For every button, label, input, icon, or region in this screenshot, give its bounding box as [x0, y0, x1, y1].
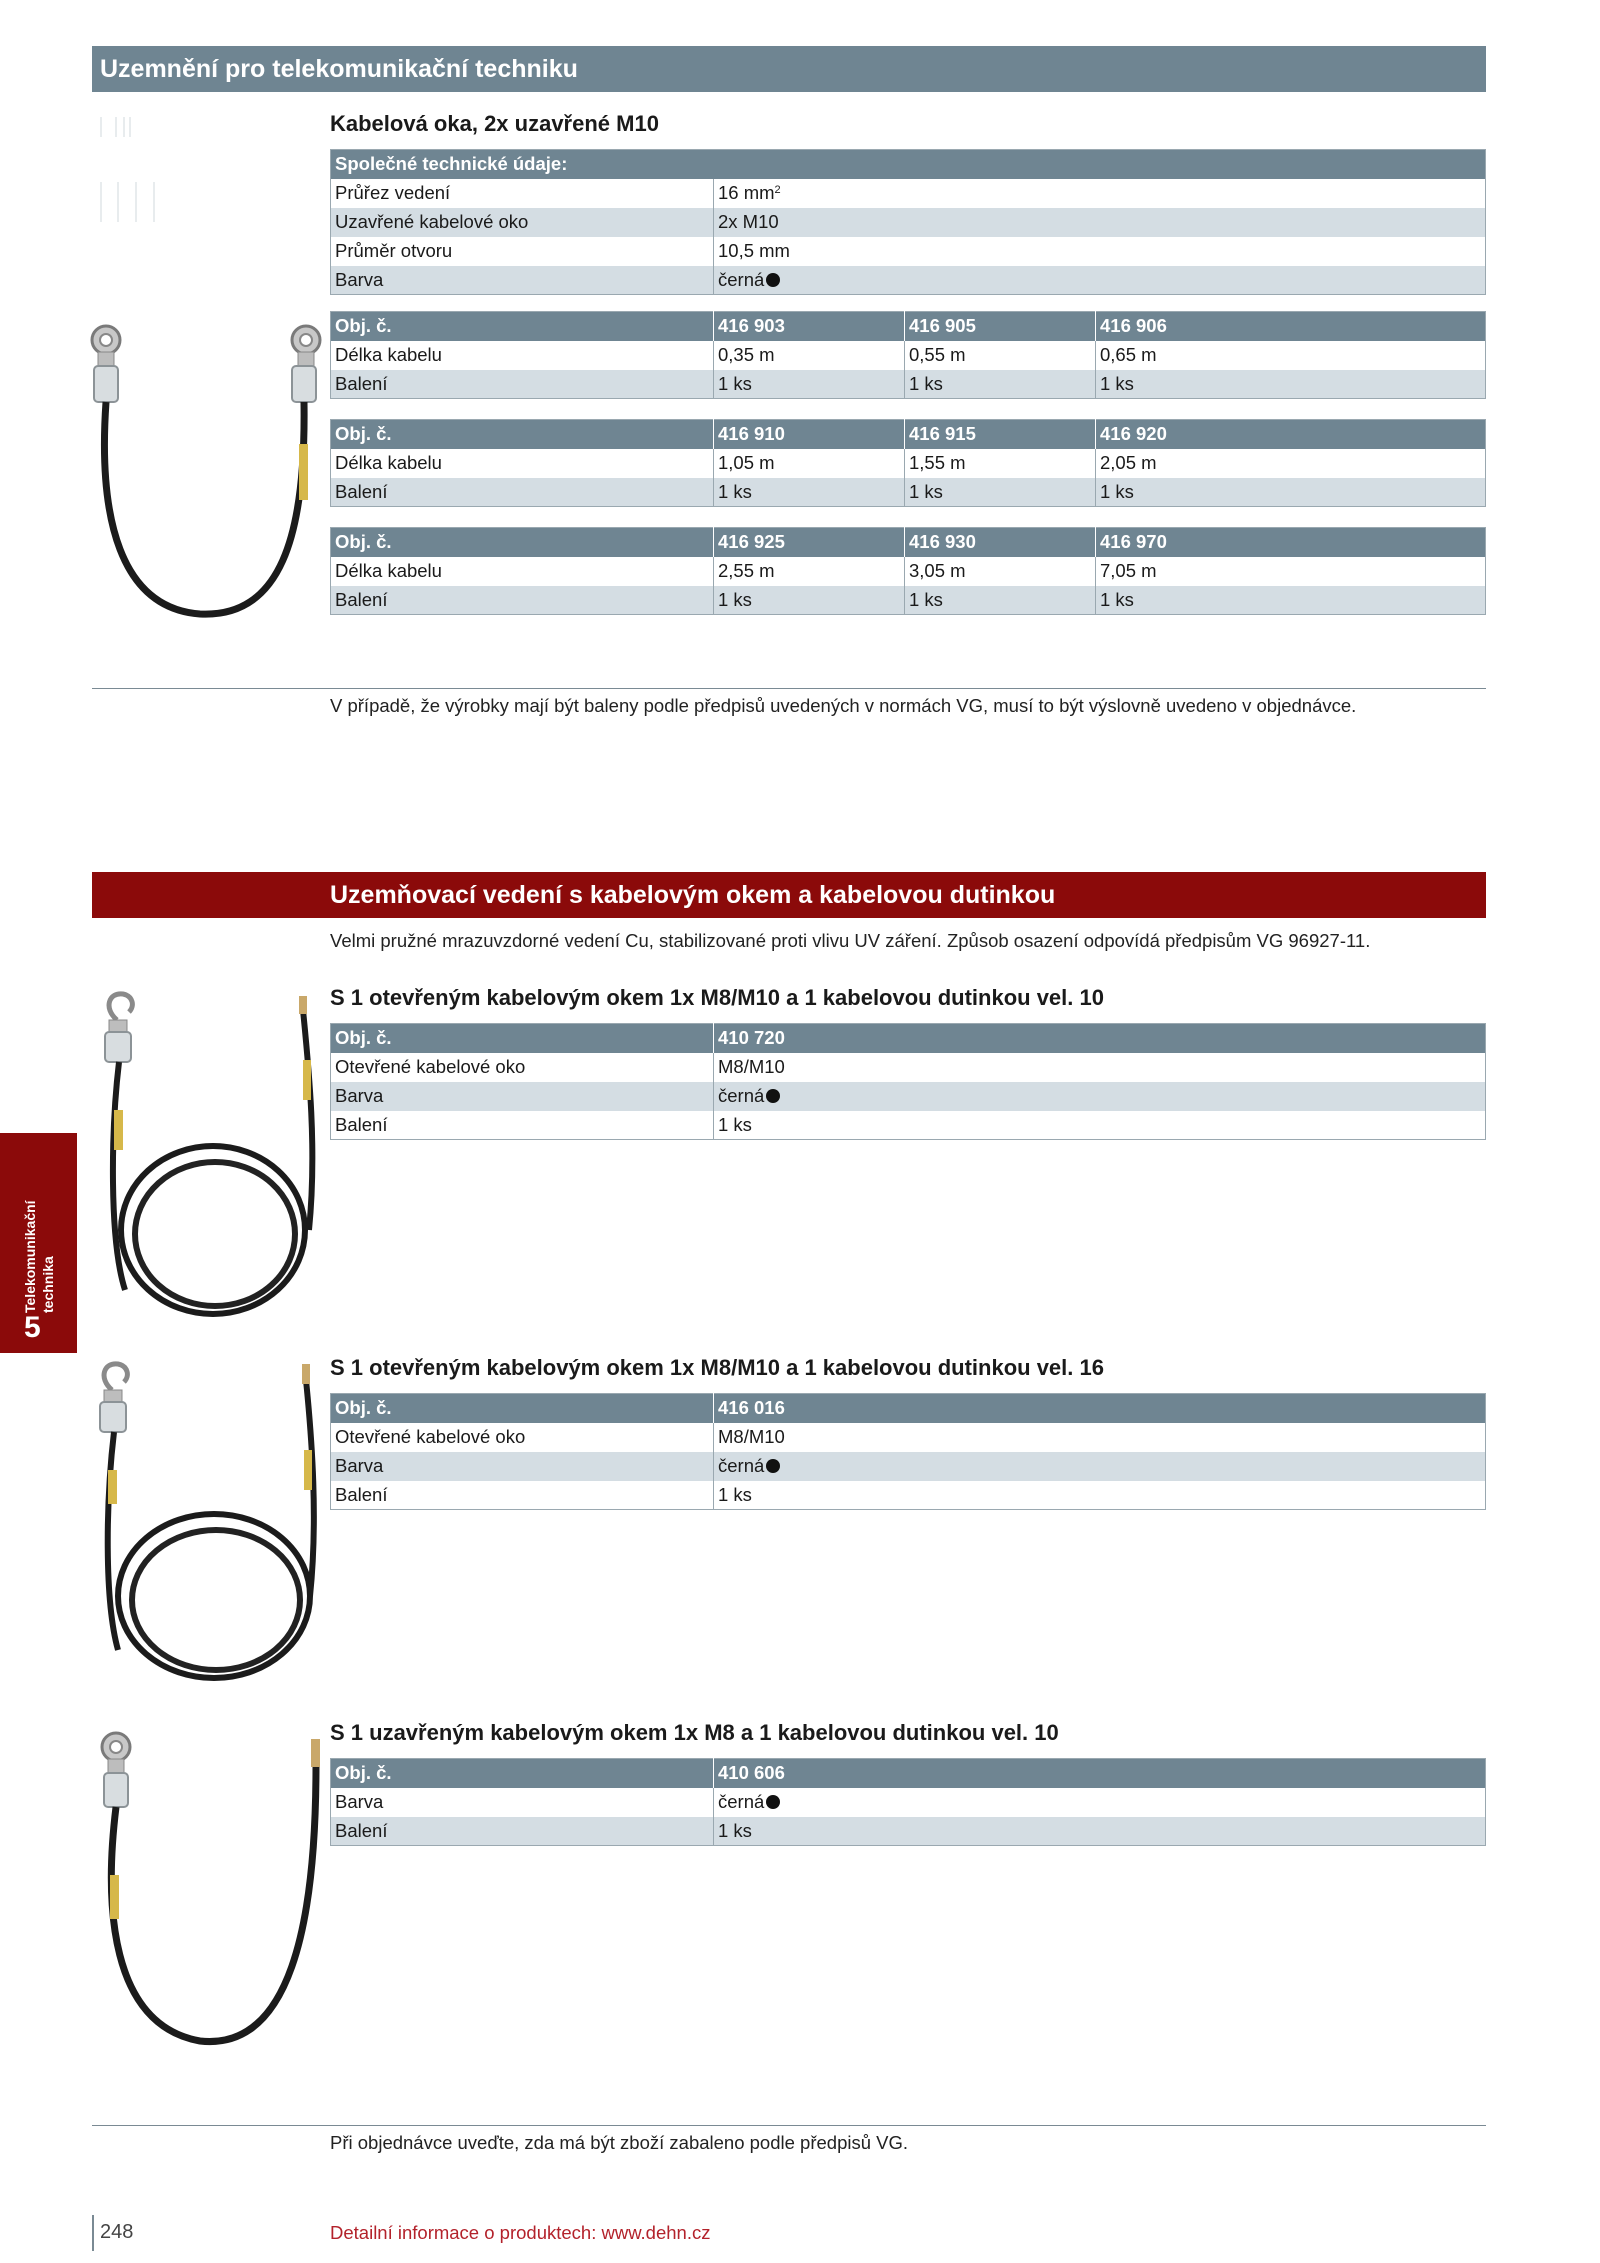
order-number: 416 905	[905, 312, 1096, 341]
cell-value: 1 ks	[1096, 586, 1486, 615]
order-number: 416 910	[714, 420, 905, 449]
color-dot-black	[766, 1089, 780, 1103]
chapter-label-line2: technika	[40, 1256, 56, 1313]
cell-value: 1,05 m	[714, 449, 905, 478]
common-specs-table	[330, 149, 1486, 295]
cell-value: 1 ks	[718, 1483, 752, 1505]
row-label: Balení	[331, 1481, 714, 1510]
spec-value: 2x M10	[714, 208, 1486, 237]
cell-value: 2,05 m	[1100, 452, 1157, 473]
cable-image-closed-lug-410606	[90, 1725, 325, 2055]
variant-table-2	[330, 419, 1486, 507]
spec-value: 16 $mm^2$	[718, 182, 781, 203]
color-dot-black	[766, 273, 780, 287]
table-header-label: Obj. č.	[331, 1394, 714, 1423]
row-label: Barva	[331, 1452, 714, 1481]
cell-value: 3,05 m	[905, 557, 1096, 586]
order-number: 416 930	[905, 528, 1096, 557]
product-title-410606: S 1 uzavřeným kabelovým okem 1x M8 a 1 kabelovou dutinkou vel. 10	[330, 1720, 1059, 1745]
cell-value: 1 ks	[905, 478, 1096, 507]
cell-value: 0,65 m	[1100, 344, 1157, 365]
cell-value: 1 ks	[905, 586, 1096, 615]
order-number: 410 606	[714, 1759, 1486, 1788]
color-dot-black	[766, 1459, 780, 1473]
table-header-label: Obj. č.	[331, 420, 714, 449]
cell-value: 1 ks	[714, 370, 905, 399]
chapter-side-tab[interactable]	[0, 1133, 77, 1353]
cell-value: 1 ks	[1096, 478, 1486, 507]
row-label: Otevřené kabelové oko	[331, 1423, 714, 1452]
spec-label: Průřez vedení	[331, 179, 714, 208]
product-title-410720: S 1 otevřeným kabelovým okem 1x M8/M10 a 1 kabelovou dutinkou vel. 10	[330, 985, 1104, 1010]
row-label: Balení	[331, 1111, 714, 1140]
row-label: Délka kabelu	[331, 341, 714, 370]
section-intro-text: Velmi pružné mrazuvzdorné vedení Cu, stabilizované proti vlivu UV záření. Způsob osazení odpovídá předpisům VG 96927-11.	[330, 930, 1371, 951]
cell-value: 0,35 m	[714, 341, 905, 370]
cell-value: 0,55 m	[905, 341, 1096, 370]
table-header-label: Obj. č.	[331, 1024, 714, 1053]
spec-label: Průměr otvoru	[331, 237, 714, 266]
row-label: Balení	[331, 370, 714, 399]
product-info-link[interactable]: Detailní informace o produktech: www.dehn.cz	[330, 2222, 711, 2243]
order-number: 416 903	[714, 312, 905, 341]
row-label: Balení	[331, 478, 714, 507]
product-table-410606	[330, 1758, 1486, 1846]
variant-table-1	[330, 311, 1486, 399]
product-table-416016	[330, 1393, 1486, 1510]
row-label: Délka kabelu	[331, 449, 714, 478]
product-title-closed-lugs: Kabelová oka, 2x uzavřené M10	[330, 111, 659, 136]
order-number: 416 970	[1096, 528, 1486, 557]
chapter-label-line1: Telekomunikační	[22, 1200, 38, 1313]
row-label: Otevřené kabelové oko	[331, 1053, 714, 1082]
cell-value: 7,05 m	[1100, 560, 1157, 581]
row-label: Délka kabelu	[331, 557, 714, 586]
spec-label: Uzavřené kabelové oko	[331, 208, 714, 237]
order-number: 416 016	[714, 1394, 1486, 1423]
table-header-label: Obj. č.	[331, 528, 714, 557]
chapter-label	[22, 1195, 62, 1315]
cell-value: černá	[714, 1452, 1486, 1481]
cell-value: černá	[714, 1788, 1486, 1817]
order-number: 416 920	[1096, 420, 1486, 449]
table-header-label: Obj. č.	[331, 1759, 714, 1788]
vg-packaging-note: V případě, že výrobky mají být baleny podle předpisů uvedených v normách VG, musí to být výslovně uvedeno v objednávce.	[330, 695, 1357, 716]
order-number: 410 720	[714, 1024, 1486, 1053]
spec-value: černá	[714, 266, 1486, 295]
cable-image-coiled-410720	[95, 990, 327, 1325]
row-label: Balení	[331, 586, 714, 615]
cell-value: 1 ks	[714, 478, 905, 507]
product-title-416016: S 1 otevřeným kabelovým okem 1x M8/M10 a 1 kabelovou dutinkou vel. 16	[330, 1355, 1104, 1380]
cell-value: 1,55 m	[905, 449, 1096, 478]
cable-image-closed-lugs	[80, 318, 330, 628]
color-dot-black	[766, 1795, 780, 1809]
faint-watermark-graphic	[96, 112, 166, 232]
product-table-410720	[330, 1023, 1486, 1140]
cell-value: černá	[714, 1082, 1486, 1111]
variant-table-3	[330, 527, 1486, 615]
spec-value: 10,5 mm	[718, 240, 790, 261]
order-number: 416 915	[905, 420, 1096, 449]
chapter-number: 5	[24, 1311, 41, 1344]
section-title-grounding-leads: Uzemňovací vedení s kabelovým okem a kabelovou dutinkou	[92, 872, 1486, 918]
cell-value: 2,55 m	[714, 557, 905, 586]
row-label: Balení	[331, 1817, 714, 1846]
cell-value: 1 ks	[718, 1113, 752, 1135]
cell-value: 1 ks	[1096, 370, 1486, 399]
page-number: 248	[100, 2221, 134, 2243]
cable-image-coiled-416016	[92, 1360, 327, 1690]
cell-value: M8/M10	[718, 1056, 785, 1077]
row-label: Barva	[331, 1082, 714, 1111]
section-title-telecom-grounding: Uzemnění pro telekomunikační techniku	[92, 46, 1486, 92]
table-header-label: Obj. č.	[331, 312, 714, 341]
cell-value: 1 ks	[714, 586, 905, 615]
row-label: Barva	[331, 1788, 714, 1817]
order-number: 416 925	[714, 528, 905, 557]
cell-value: 1 ks	[905, 370, 1096, 399]
spec-label: Barva	[331, 266, 714, 295]
divider-line	[92, 2125, 1486, 2126]
divider-line	[92, 688, 1486, 689]
vg-order-note: Při objednávce uveďte, zda má být zboží zabaleno podle předpisů VG.	[330, 2132, 909, 2153]
common-specs-header: Společné technické údaje:	[331, 150, 1486, 179]
cell-value: M8/M10	[718, 1426, 785, 1447]
order-number: 416 906	[1096, 312, 1486, 341]
cell-value: 1 ks	[714, 1817, 1486, 1846]
footer-divider	[92, 2215, 94, 2251]
